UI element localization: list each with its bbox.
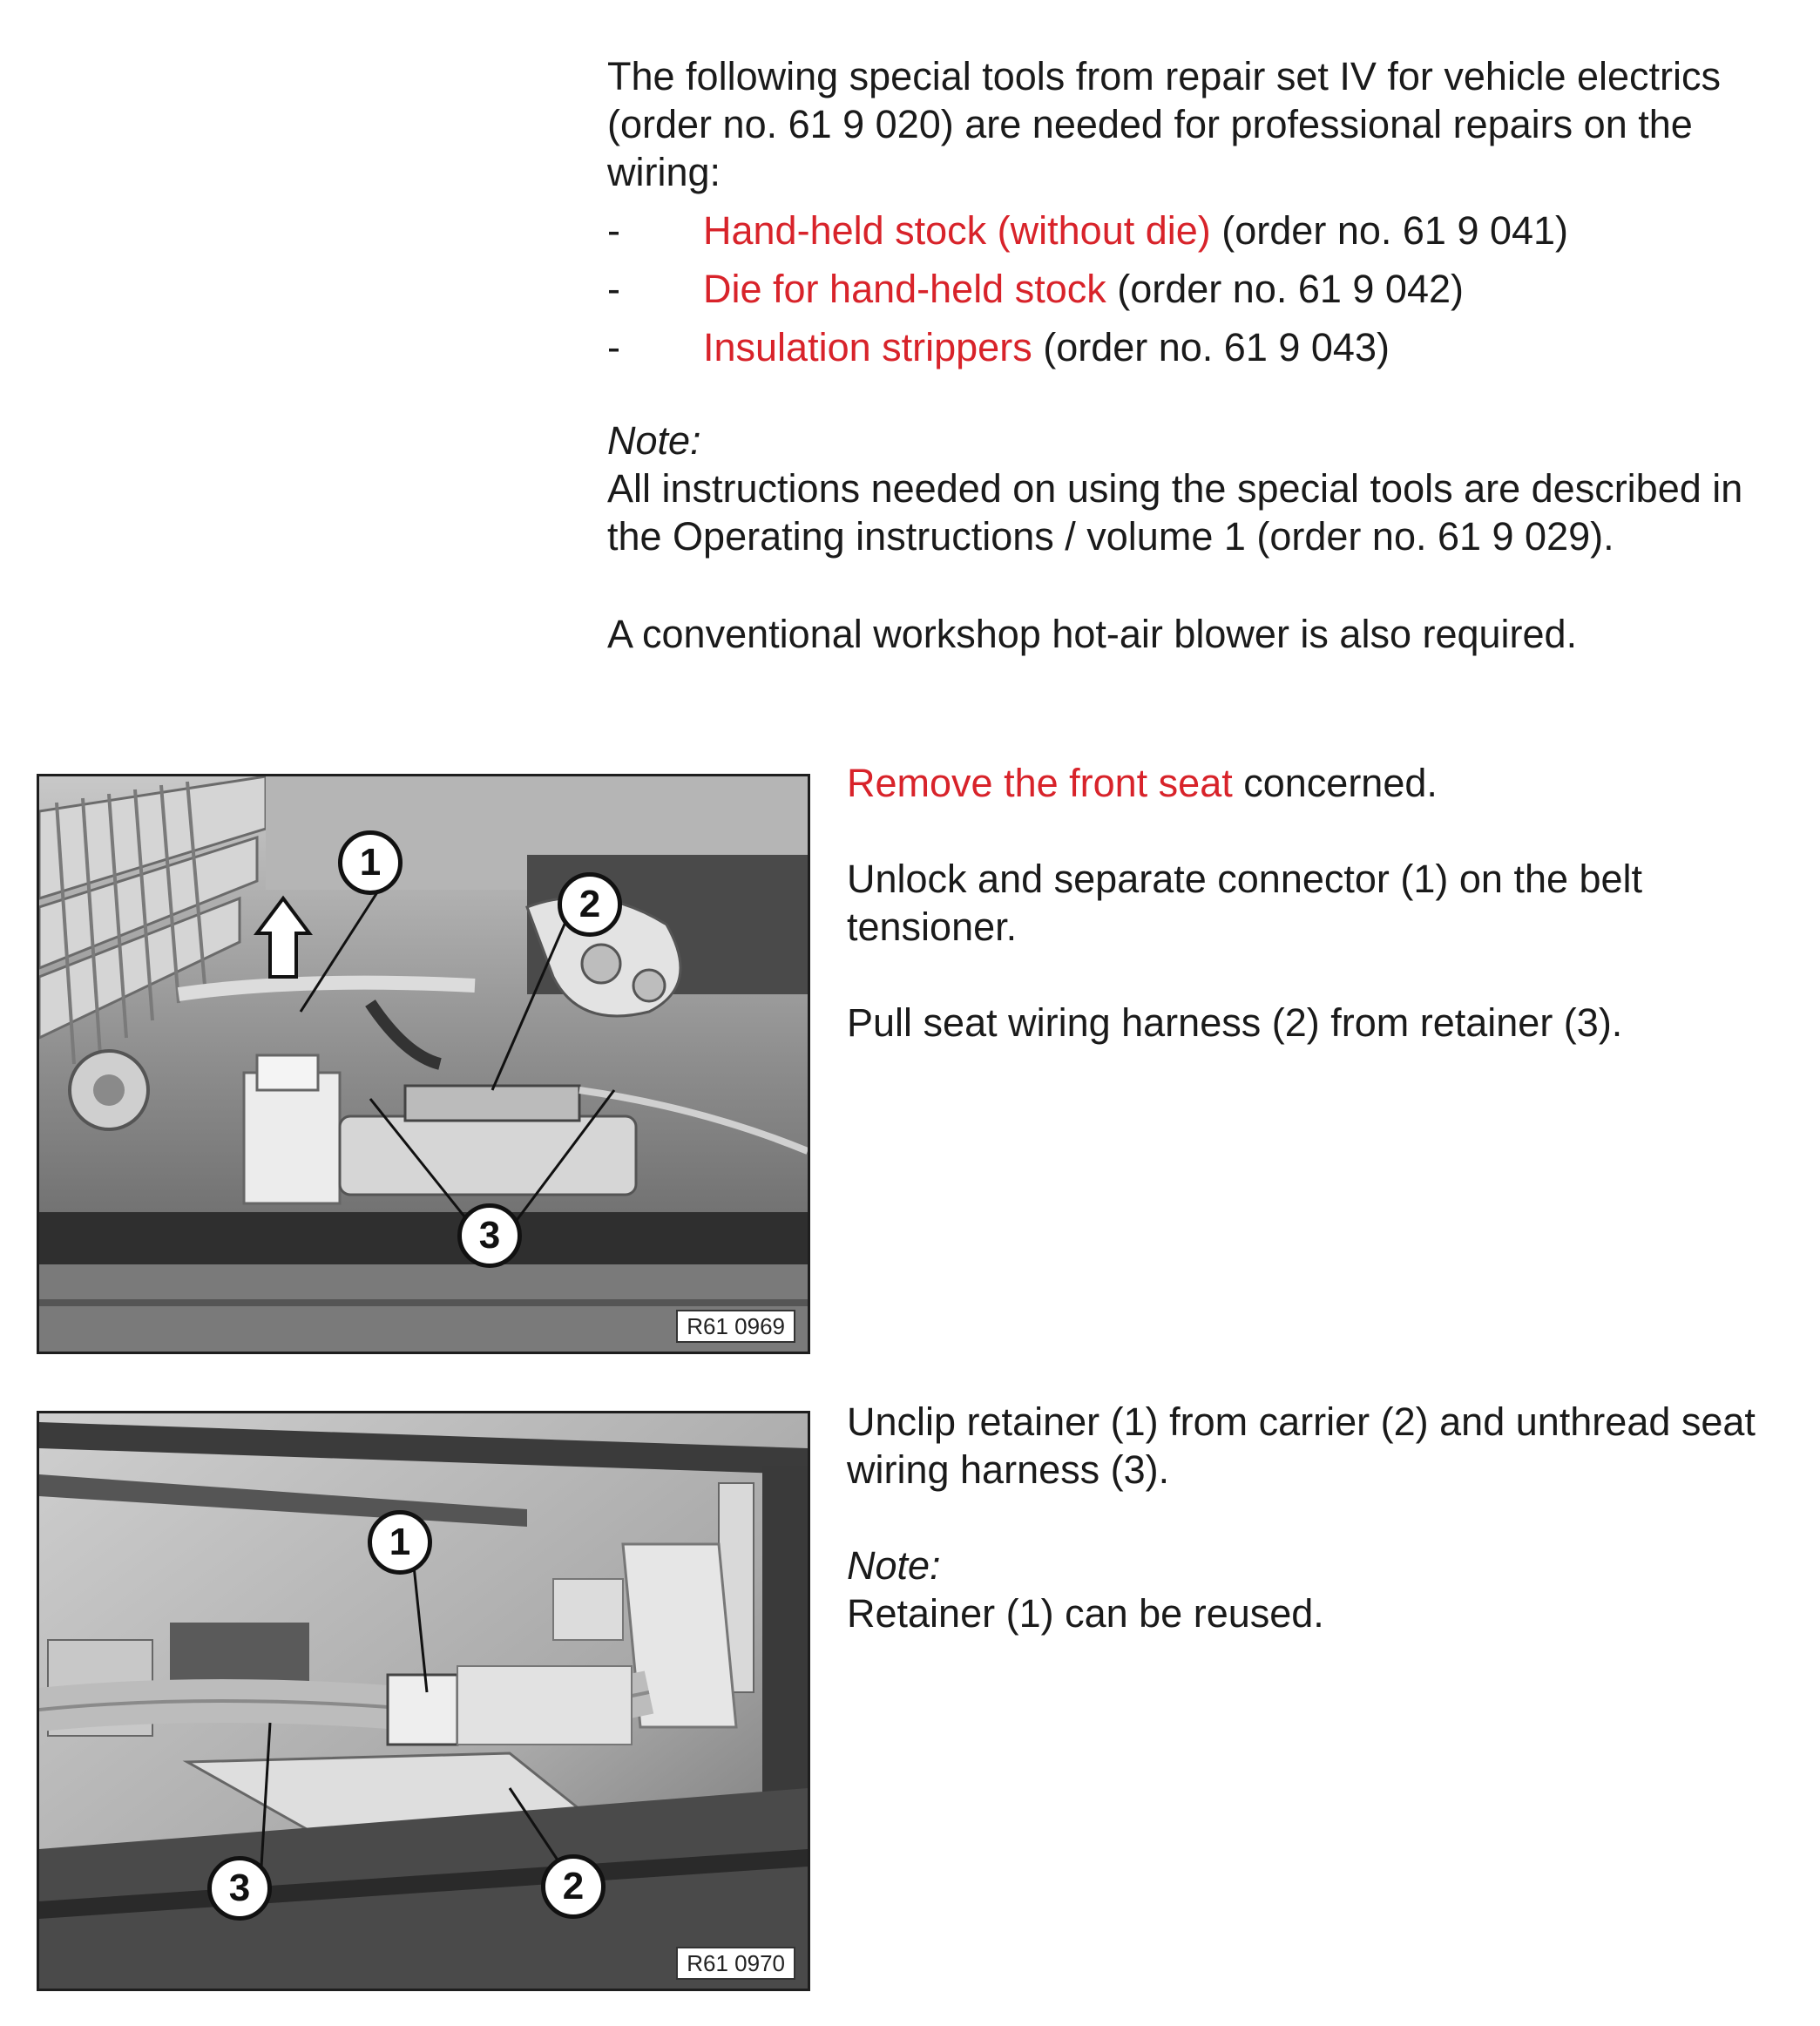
callout-2: 2 — [541, 1854, 606, 1919]
step2-instruction-1: Unclip retainer (1) from carrier (2) and unthread seat wiring harness (3). — [847, 1399, 1756, 1492]
tool-order-number: (order no. 61 9 041) — [1210, 208, 1569, 253]
remove-front-seat-link[interactable]: Remove the front seat — [847, 761, 1233, 805]
figure-r61-0970 — [37, 1411, 810, 1991]
tool-item-hand-held-stock — [607, 207, 1740, 254]
retainer-carrier-photo-illustration — [39, 1413, 808, 1989]
callout-2: 2 — [558, 872, 622, 937]
callout-1: 1 — [368, 1510, 432, 1575]
figure-r61-0969 — [37, 774, 810, 1354]
bullet-dash: - — [607, 267, 620, 311]
intro-note-text: All instructions needed on using the special tools are described in the Operating instructions / volume 1 (order no. 61 9 029). — [607, 466, 1743, 559]
tool-order-number: (order no. 61 9 043) — [1032, 325, 1390, 369]
step1-instruction-1 — [847, 759, 1779, 807]
figure-id-label: R61 0969 — [676, 1310, 795, 1343]
step1-instruction-2: Unlock and separate connector (1) on the belt tensioner. — [847, 857, 1643, 949]
step1-instruction-3: Pull seat wiring harness (2) from retainer (3). — [847, 1000, 1623, 1045]
tool-item-insulation-strippers — [607, 323, 1740, 371]
tool-link-hand-held-stock[interactable]: Hand-held stock (without die) — [703, 208, 1211, 253]
figure-id-label: R61 0970 — [676, 1947, 795, 1980]
bullet-dash: - — [607, 325, 620, 369]
tool-order-number: (order no. 61 9 042) — [1106, 267, 1465, 311]
callout-1: 1 — [338, 830, 403, 895]
callout-3: 3 — [457, 1203, 522, 1268]
tool-link-insulation-strippers[interactable]: Insulation strippers — [703, 325, 1032, 369]
callout-3: 3 — [207, 1856, 272, 1921]
intro-blower-text: A conventional workshop hot-air blower is also required. — [607, 612, 1578, 656]
seat-rail-photo-illustration — [39, 776, 808, 1352]
step1-link-suffix: concerned. — [1232, 761, 1438, 805]
step2-note-text: Retainer (1) can be reused. — [847, 1591, 1324, 1636]
step2-note-label: Note: — [847, 1543, 941, 1588]
intro-note-label: Note: — [607, 418, 701, 463]
tool-link-die[interactable]: Die for hand-held stock — [703, 267, 1106, 311]
tool-item-die — [607, 265, 1740, 313]
intro-paragraph: The following special tools from repair set IV for vehicle electrics (order no. 61 9 020) are needed for professional repairs on the wiring: — [607, 54, 1722, 194]
bullet-dash: - — [607, 208, 620, 253]
